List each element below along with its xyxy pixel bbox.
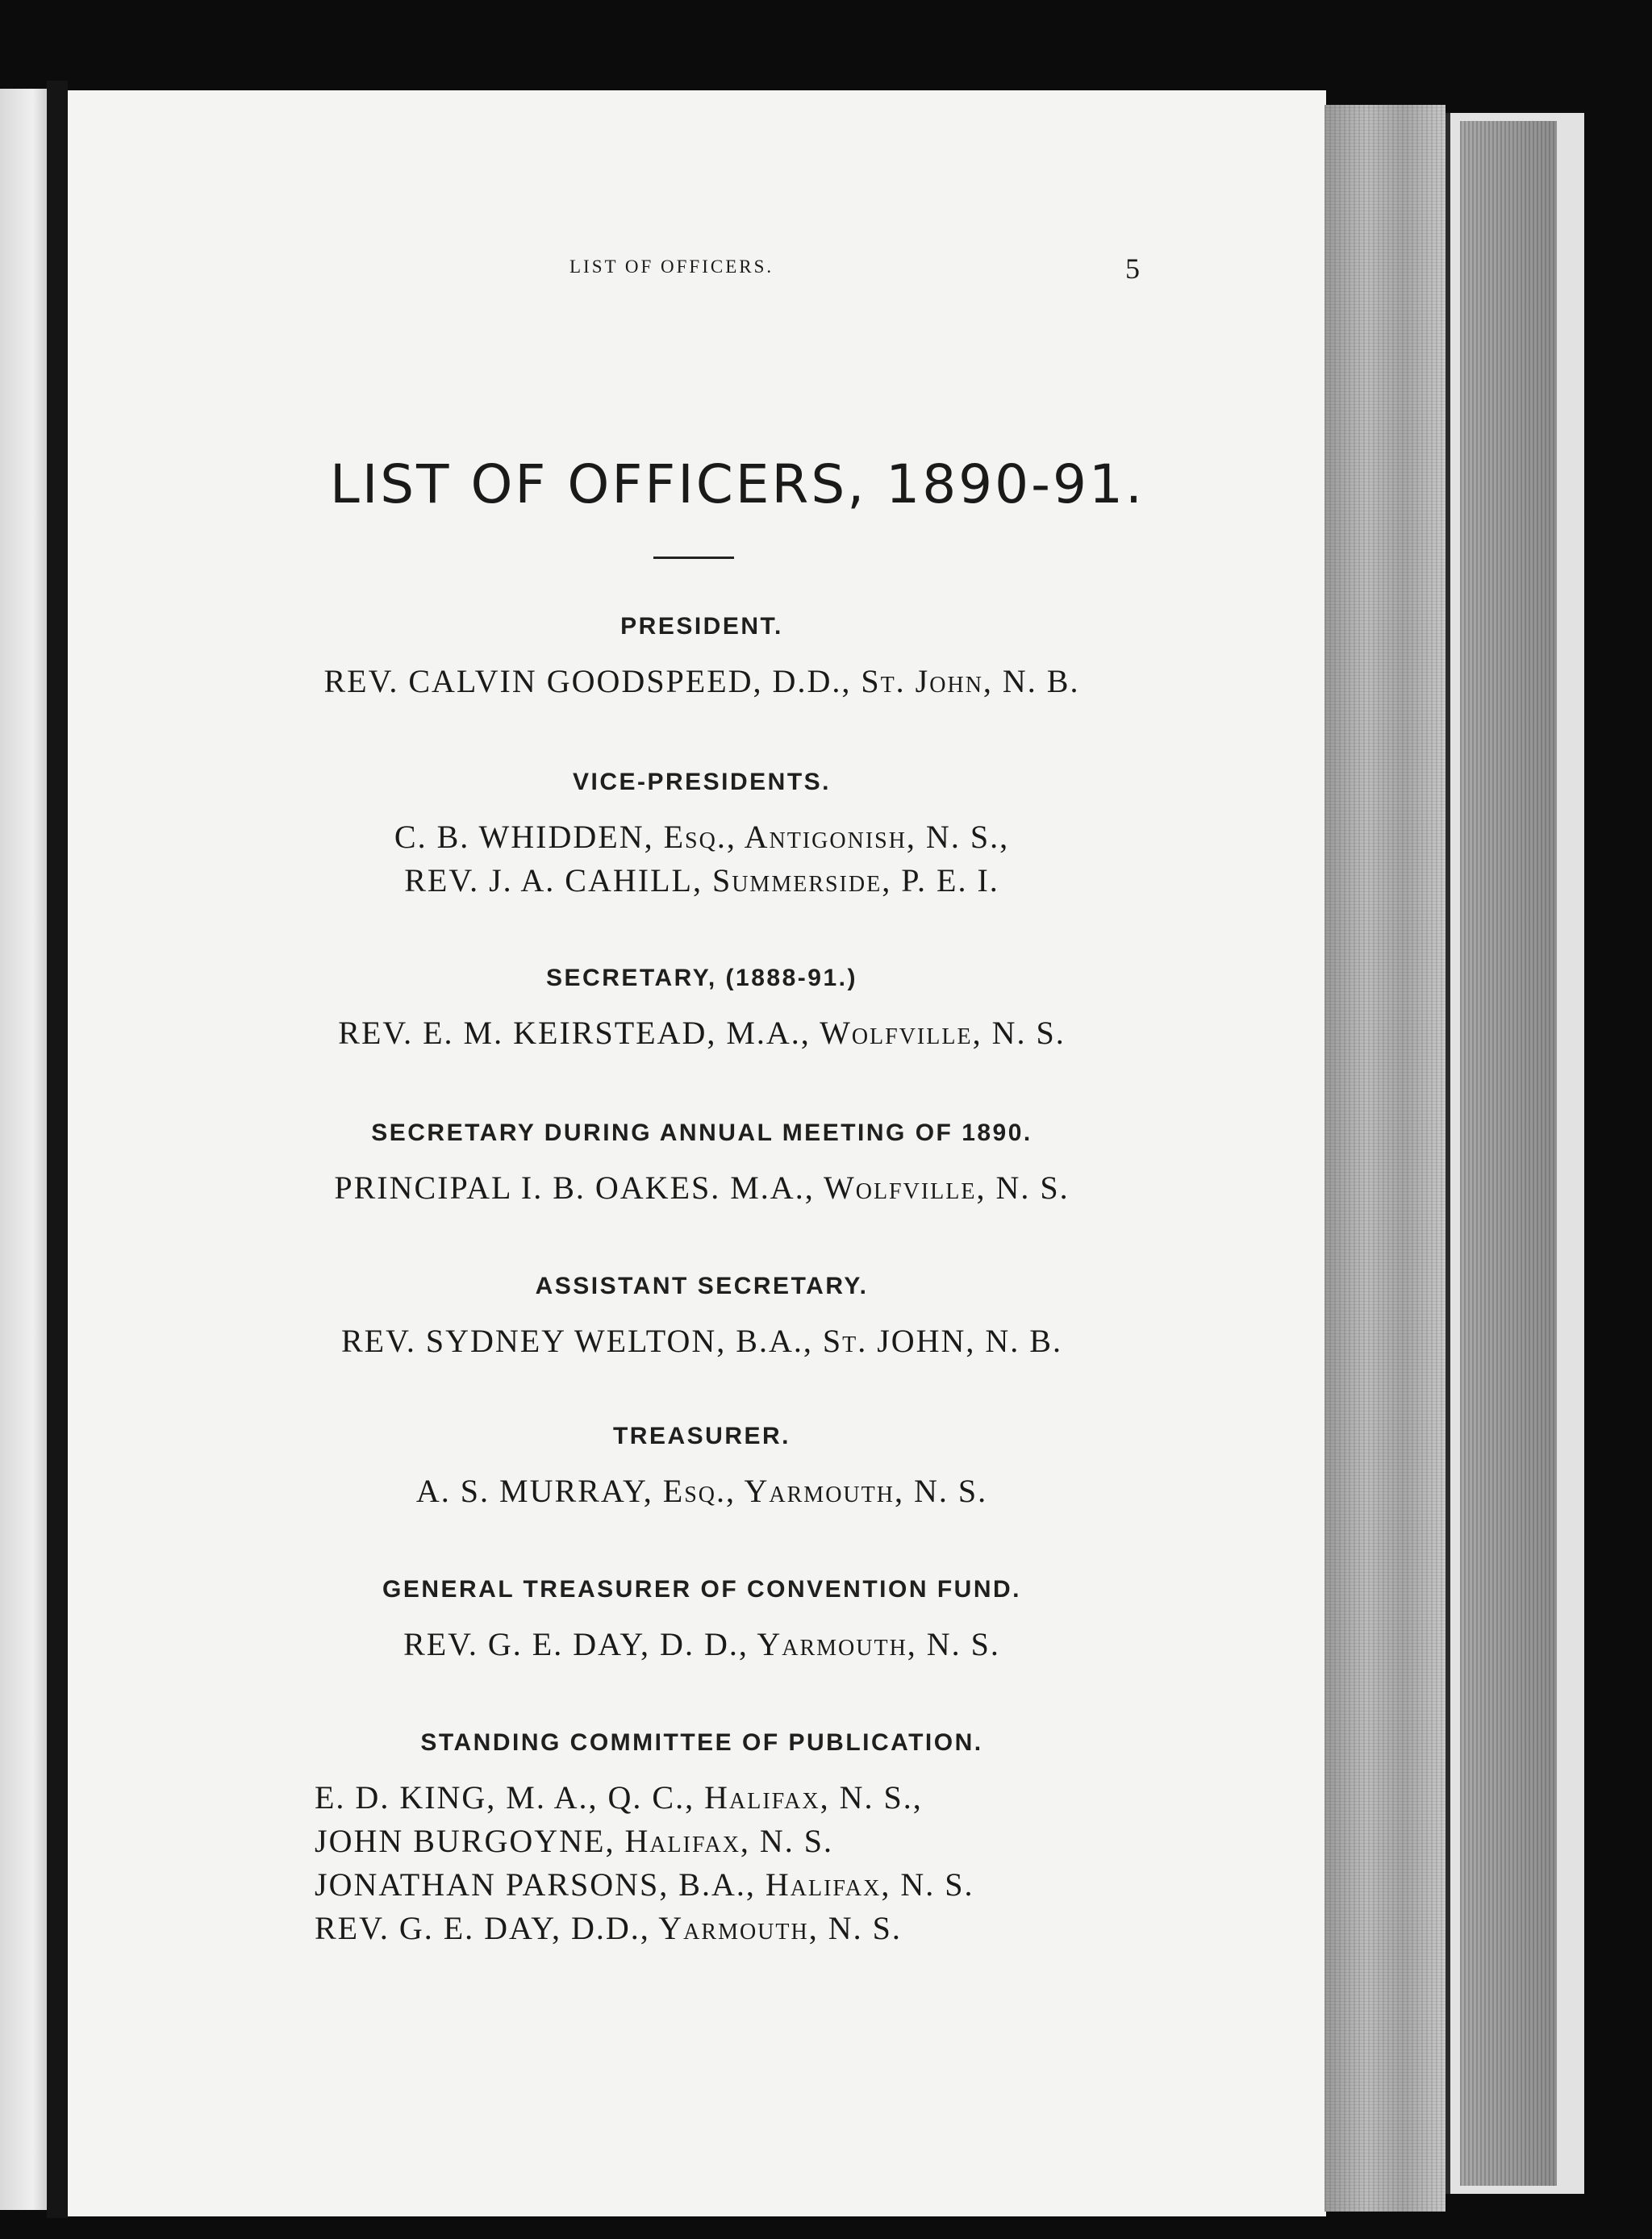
page-title: LIST OF OFFICERS, 1890-91.	[330, 453, 1145, 515]
section-heading: TREASURER.	[612, 1423, 791, 1449]
running-head-title: LIST OF OFFICERS.	[569, 256, 774, 277]
section-assistant-secretary	[129, 1273, 1274, 1363]
officer-entry: REV. E. M. KEIRSTEAD, M.A., Wolfville, N. S.	[338, 1015, 1066, 1051]
officer-entry: C. B. WHIDDEN, Esq., Antigonish, N. S.,	[394, 819, 1010, 855]
left-page-edge	[0, 89, 47, 2210]
officer-entry: REV. CALVIN GOODSPEED, D.D., St. John, N. B.	[323, 663, 1080, 699]
section-meeting-secretary	[129, 1120, 1274, 1210]
section-vice-presidents	[129, 769, 1274, 903]
section-president	[129, 613, 1274, 703]
book-gutter	[47, 81, 68, 2218]
section-general-treasurer	[129, 1576, 1274, 1666]
officer-entry: REV. J. A. CAHILL, Summerside, P. E. I.	[404, 862, 999, 899]
officer-entry: REV. G. E. DAY, D. D., Yarmouth, N. S.	[403, 1626, 1000, 1662]
running-head	[0, 252, 1652, 289]
section-publication-committee	[129, 1729, 1274, 1950]
officer-entry: E. D. KING, M. A., Q. C., Halifax, N. S.,	[315, 1779, 923, 1816]
section-treasurer	[129, 1423, 1274, 1513]
section-heading: VICE-PRESIDENTS.	[572, 769, 832, 795]
section-heading: STANDING COMMITTEE OF PUBLICATION.	[420, 1729, 983, 1756]
page-stack-edge	[1325, 105, 1446, 2212]
title-rule	[653, 557, 734, 559]
committee-list	[129, 1776, 1274, 1950]
officer-entry: JONATHAN PARSONS, B.A., Halifax, N. S.	[315, 1866, 974, 1903]
section-heading: GENERAL TREASURER OF CONVENTION FUND.	[382, 1576, 1021, 1603]
book-back-board-edge	[1460, 121, 1557, 2186]
section-heading: SECRETARY DURING ANNUAL MEETING OF 1890.	[371, 1120, 1032, 1146]
officer-entry: A. S. MURRAY, Esq., Yarmouth, N. S.	[415, 1473, 988, 1509]
section-secretary	[129, 965, 1274, 1055]
officer-entry: PRINCIPAL I. B. OAKES. M.A., Wolfville, N. S.	[334, 1170, 1070, 1206]
page-number: 5	[1125, 252, 1140, 285]
section-heading: ASSISTANT SECRETARY.	[535, 1273, 869, 1299]
officer-entry: REV. SYDNEY WELTON, B.A., St. JOHN, N. B.	[340, 1323, 1062, 1359]
section-heading: SECRETARY, (1888-91.)	[546, 965, 857, 991]
section-heading: PRESIDENT.	[620, 613, 783, 640]
officer-entry: REV. G. E. DAY, D.D., Yarmouth, N. S.	[315, 1910, 902, 1946]
officer-entry: JOHN BURGOYNE, Halifax, N. S.	[315, 1823, 834, 1859]
